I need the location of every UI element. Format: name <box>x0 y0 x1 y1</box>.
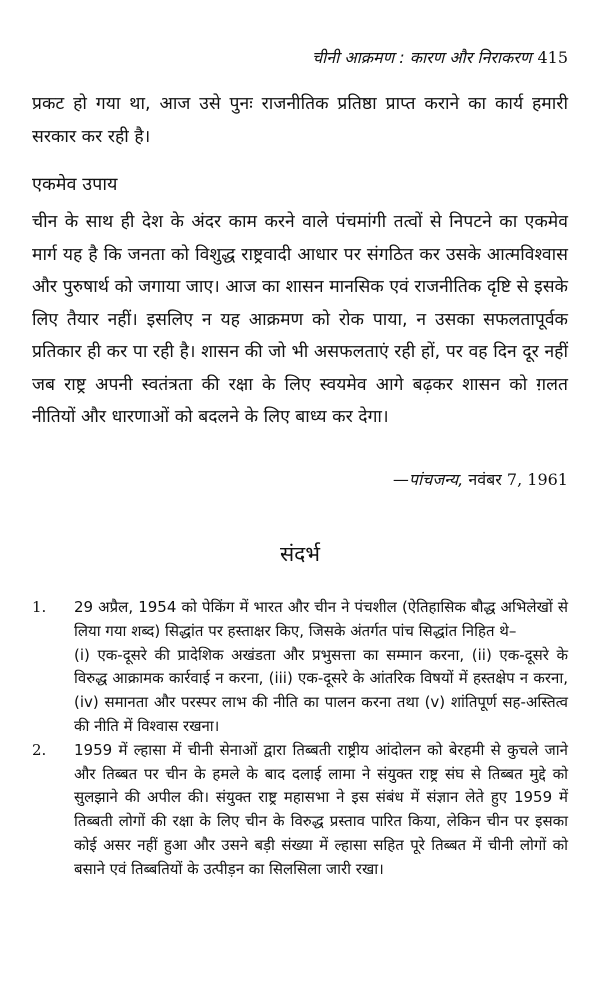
reference-subtext: (i) एक-दूसरे की प्रादेशिक अखंडता और प्रभुसत्ता का सम्मान करना, (ii) एक-दूसरे के विरुद्ध आक्रामक कार्रवाई न करना, (iii) एक-दूसरे के आंतरिक विषयों में हस्तक्षेप न करना, (iv) समानता और परस्पर लाभ की नीति का पालन करना तथा (v) शांतिपूर्ण सह-अस्तित्व की नीति में विश्वास रखना। <box>74 645 568 735</box>
reference-number: 2. <box>32 740 47 759</box>
section-heading: एकमेव उपाय <box>32 174 118 195</box>
page-number: 415 <box>537 48 568 67</box>
intro-paragraph: प्रकट हो गया था, आज उसे पुनः राजनीतिक प्रतिष्ठा प्राप्त कराने का कार्य हमारी सरकार कर रही है। <box>32 94 568 147</box>
reference-text: 1959 में ल्हासा में चीनी सेनाओं द्वारा तिब्बती राष्ट्रीय आंदोलन को बेरहमी से कुचले जाने और तिब्बत पर चीन के हमले के बाद दलाई लामा ने संयुक्त राष्ट्र संघ से तिब्बत मुद्दे को सुलझाने की अपील की। संयुक्त राष्ट्र महासभा ने इस संबंध में संज्ञान लेते हुए 1959 में तिब्बती लोगों की रक्षा के लिए चीन के विरुद्ध प्रस्ताव पारित किया, लेकिन चीन पर इसका कोई असर नहीं हुआ और उसने बड़ी संख्या में ल्हासा सहित पूरे तिब्बत में चीनी लोगों को बसाने एवं तिब्बतियों के उत्पीड़न का सिलसिला जारी रखा। <box>74 740 568 878</box>
reference-text: 29 अप्रैल, 1954 को पेकिंग में भारत और चीन ने पंचशील (ऐतिहासिक बौद्ध अभिलेखों से लिया गया शब्द) सिद्धांत पर हस्ताक्षर किए, जिसके अंतर्गत पांच सिद्धांत निहित थे– <box>74 598 568 640</box>
reference-item <box>32 739 568 882</box>
source-citation <box>393 468 568 490</box>
reference-item <box>32 596 568 739</box>
references-title: संदर्भ <box>279 542 321 566</box>
section-paragraph: चीन के साथ ही देश के अंदर काम करने वाले पंचमांगी तत्वों से निपटने का एकमेव मार्ग यह है कि जनता को विशुद्ध राष्ट्रवादी आधार पर संगठित कर उसके आत्मविश्वास और पुरुषार्थ को जगाया जाए। आज का शासन मानसिक एवं राजनीतिक दृष्टि से इसके लिए तैयार नहीं। इसलिए न यह आक्रमण को रोक पाया, न उसका सफलतापूर्वक प्रतिकार ही कर पा रही है। शासन की जो भी असफलताएं रही हों, पर वह दिन दूर नहीं जब राष्ट्र अपनी स्वतंत्रता की रक्षा के लिए स्वयमेव आगे बढ़कर शासन को ग़लत नीतियों और धारणाओं को बदलने के लिए बाध्य कर देगा। <box>32 212 568 427</box>
running-header <box>312 46 568 68</box>
references-list <box>32 596 568 882</box>
source-date: नवंबर 7, 1961 <box>468 470 568 489</box>
reference-number: 1. <box>32 598 47 616</box>
source-name: —पांचजन्य, <box>392 470 464 489</box>
running-title: चीनी आक्रमण : कारण और निराकरण <box>311 48 532 67</box>
